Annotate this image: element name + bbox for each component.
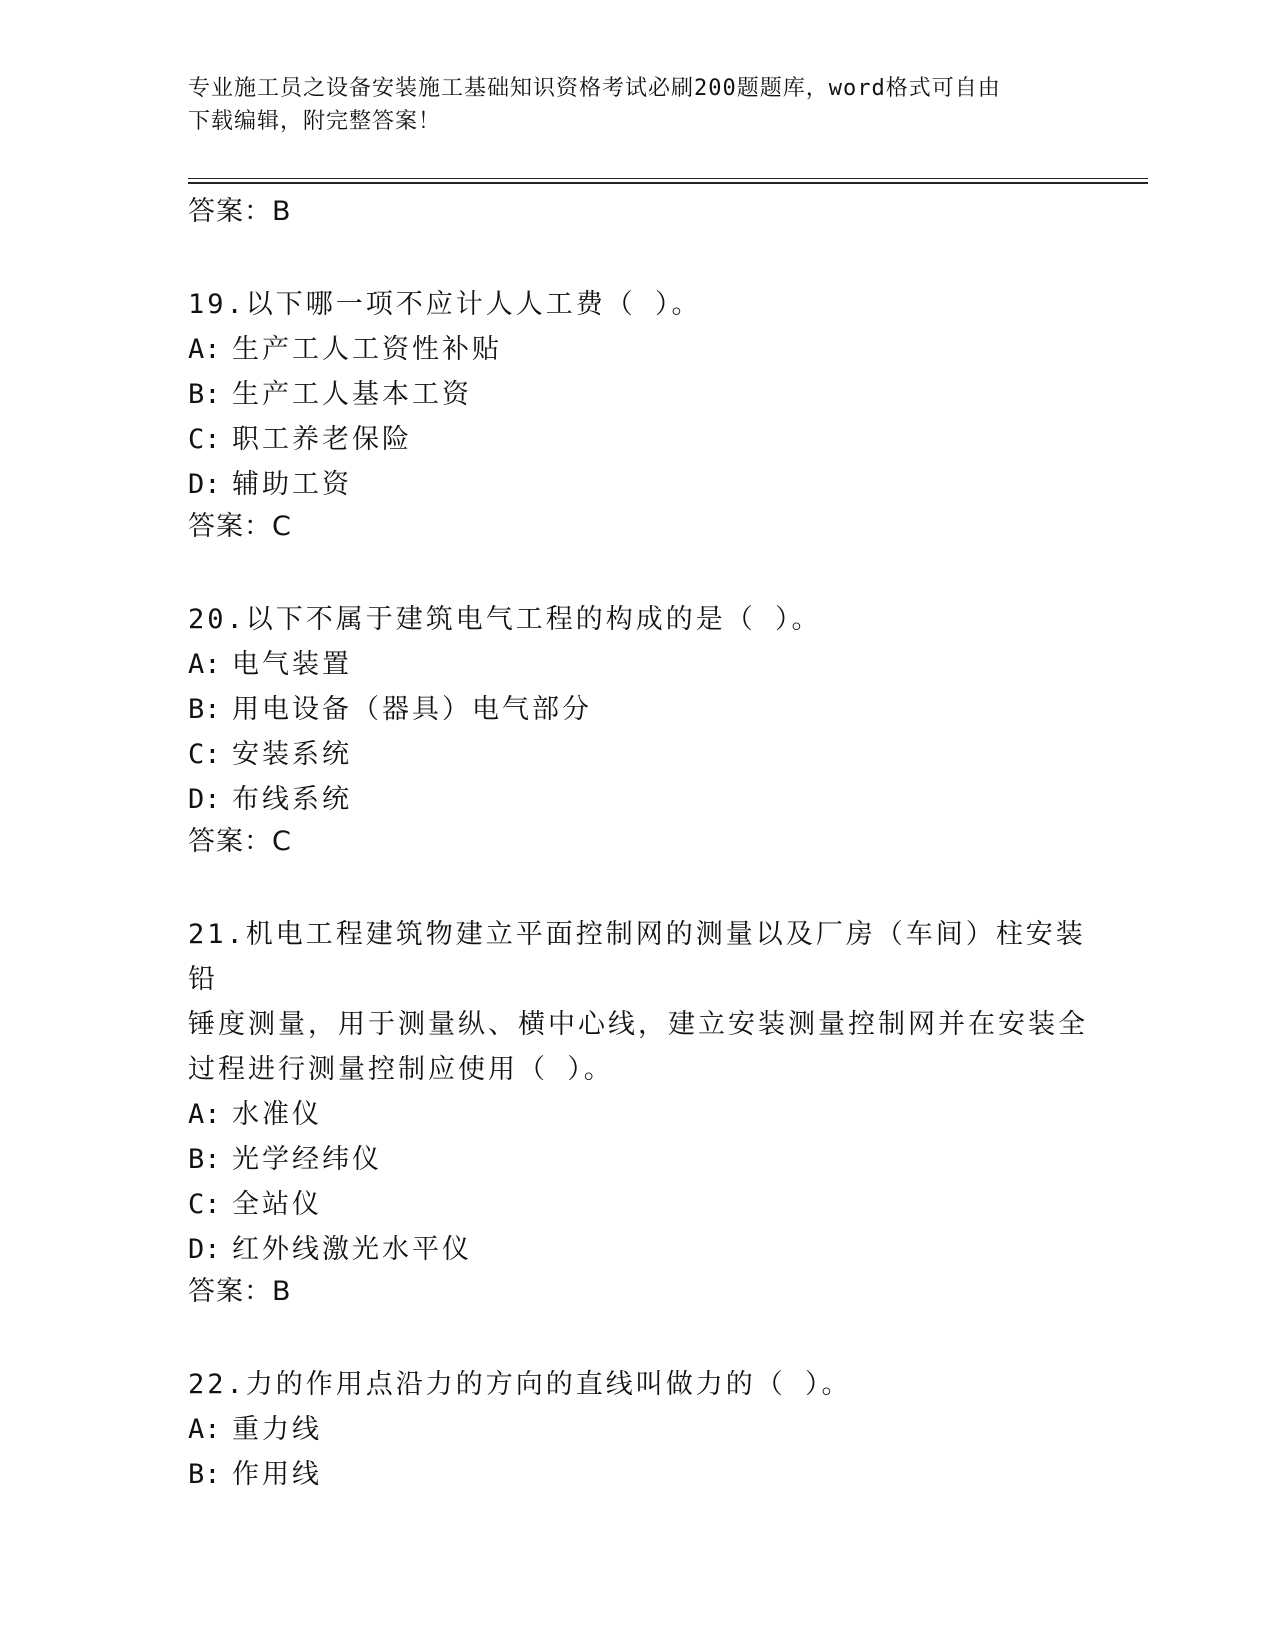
question-21-option-d: D: 红外线激光水平仪 — [188, 1234, 472, 1265]
question-19-option-c: C: 职工养老保险 — [188, 424, 412, 455]
question-21-answer: 答案：B — [188, 1276, 292, 1307]
question-19 — [188, 282, 1088, 547]
question-19-text: 19.以下哪一项不应计人人工费（ ）。 — [188, 289, 702, 320]
question-20-option-b: B: 用电设备（器具）电气部分 — [188, 694, 592, 725]
question-22-text: 22.力的作用点沿力的方向的直线叫做力的（ ）。 — [188, 1369, 852, 1400]
question-20-text: 20.以下不属于建筑电气工程的构成的是（ ）。 — [188, 604, 822, 635]
question-20-option-c: C: 安装系统 — [188, 739, 352, 770]
question-19-option-b: B: 生产工人基本工资 — [188, 379, 472, 410]
question-21-line-1: 21.机电工程建筑物建立平面控制网的测量以及厂房（车间）柱安装铅 — [188, 919, 1086, 995]
question-list — [188, 192, 1088, 1497]
question-19-answer: 答案：C — [188, 511, 292, 542]
answer-previous: 答案：B — [188, 196, 292, 227]
question-21-line-2: 锤度测量，用于测量纵、横中心线，建立安装测量控制网并在安装全 — [188, 1009, 1088, 1040]
question-20 — [188, 597, 1088, 862]
question-22 — [188, 1362, 1088, 1497]
question-19-option-d: D: 辅助工资 — [188, 469, 352, 500]
header-line-2: 下载编辑，附完整答案！ — [188, 109, 442, 134]
question-20-option-d: D: 布线系统 — [188, 784, 352, 815]
question-21-line-3: 过程进行测量控制应使用（ ）。 — [188, 1054, 614, 1085]
question-19-option-a: A: 生产工人工资性补贴 — [188, 334, 502, 365]
question-21-option-c: C: 全站仪 — [188, 1189, 322, 1220]
header-line-1: 专业施工员之设备安装施工基础知识资格考试必刷200题题库，word格式可自由 — [188, 76, 1001, 101]
header-rule-thin — [188, 178, 1148, 179]
question-22-option-a: A: 重力线 — [188, 1414, 322, 1445]
header-rule-thick — [188, 182, 1148, 184]
question-21 — [188, 912, 1088, 1312]
question-21-option-b: B: 光学经纬仪 — [188, 1144, 382, 1175]
question-20-option-a: A: 电气装置 — [188, 649, 352, 680]
question-20-answer: 答案：C — [188, 826, 292, 857]
document-header — [188, 72, 1068, 138]
question-22-option-b: B: 作用线 — [188, 1459, 322, 1490]
question-21-option-a: A: 水准仪 — [188, 1099, 322, 1130]
